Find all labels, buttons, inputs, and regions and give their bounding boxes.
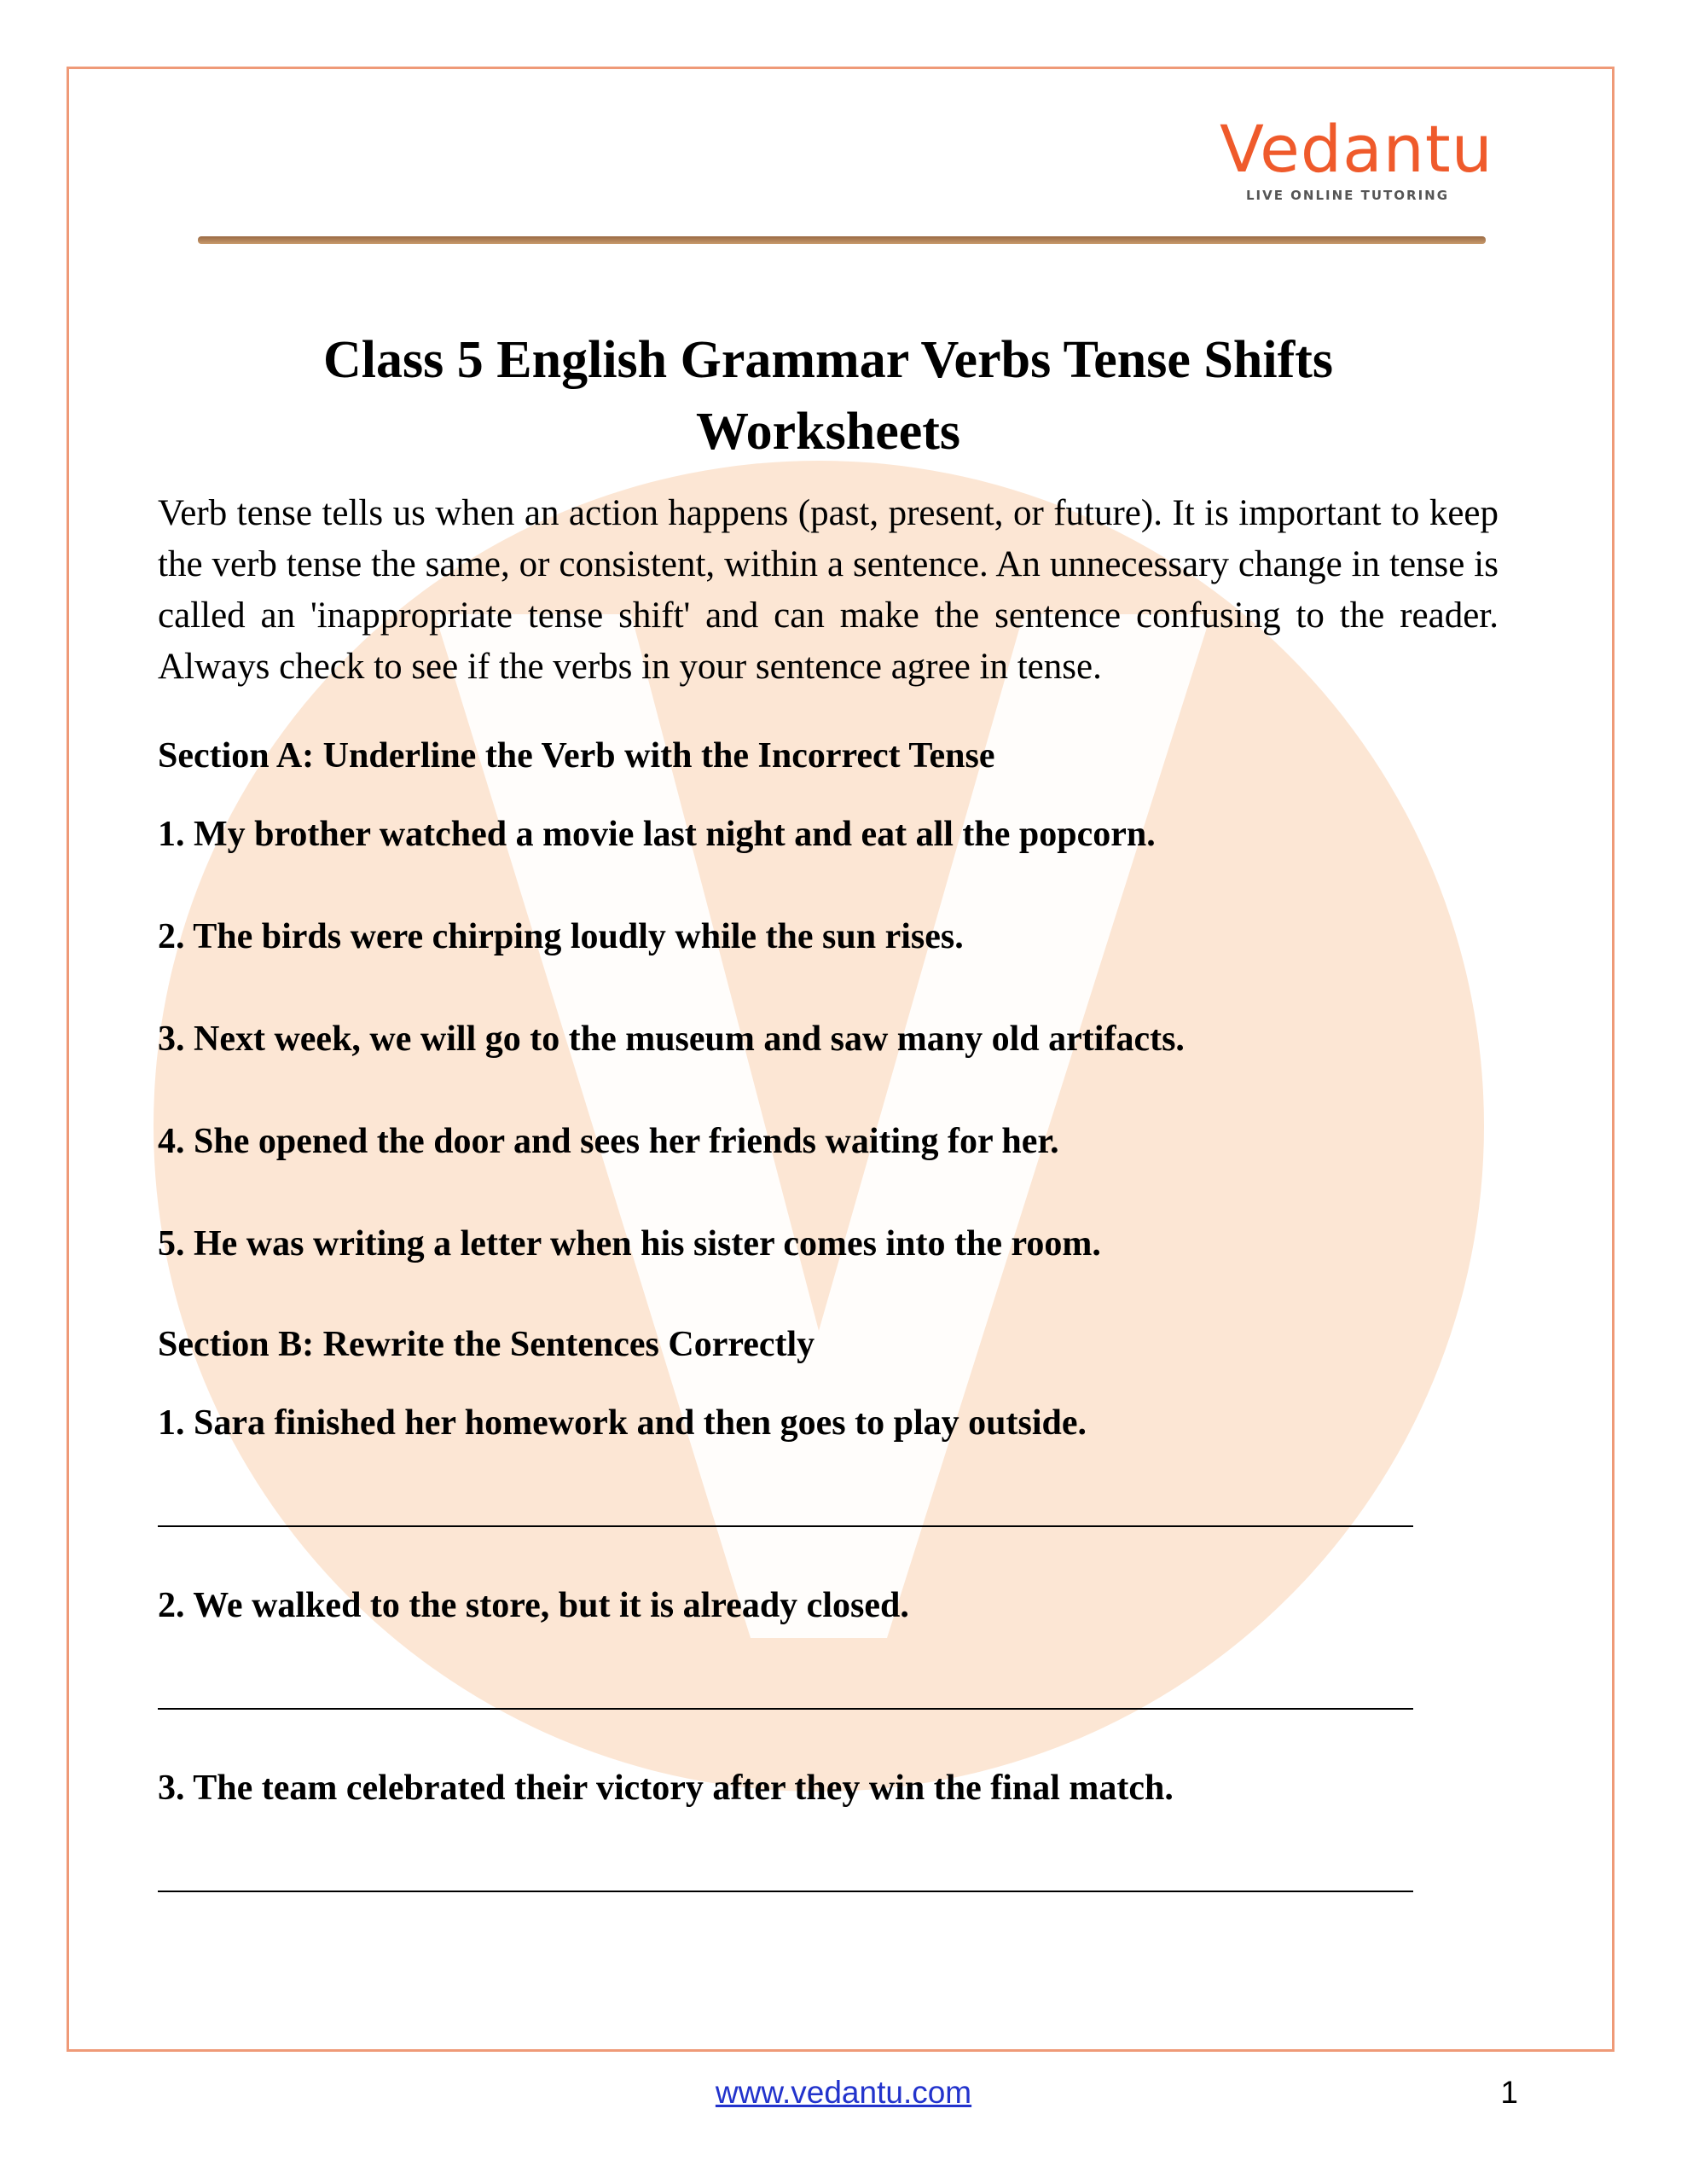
section-b-question-1: 1. Sara finished her homework and then goes to play outside. (158, 1403, 1087, 1443)
intro-paragraph: Verb tense tells us when an action happens (past, present, or future). It is important to keep the verb tense the same, or consistent, within a sentence. An unnecessary change in tense is called an 'inappropriate tense shift' and can make the sentence confusing to the reader. Always check to see if the verbs in your sentence agree in tense. (158, 493, 1499, 687)
footer-website-link[interactable]: www.vedantu.com (715, 2075, 972, 2110)
section-a-question-1: 1. My brother watched a movie last night and eat all the popcorn. (158, 815, 1156, 854)
section-b-heading: Section B: Rewrite the Sentences Correctly (158, 1325, 815, 1364)
section-a-heading: Section A: Underline the Verb with the Incorrect Tense (158, 736, 995, 775)
worksheet-content (158, 324, 1499, 1892)
section-a-question-5: 5. He was writing a letter when his sister comes into the room. (158, 1224, 1101, 1263)
section-a (158, 730, 1499, 1269)
logo-wordmark: Vedantu (1220, 111, 1493, 187)
section-a-question-2: 2. The birds were chirping loudly while the sun rises. (158, 917, 964, 956)
section-b-question-3: 3. The team celebrated their victory after they win the final match. (158, 1769, 1174, 1808)
logo-tagline: LIVE ONLINE TUTORING (1245, 188, 1450, 203)
title-line-1: Class 5 English Grammar Verbs Tense Shifts (323, 331, 1333, 389)
header-divider (198, 236, 1486, 244)
page-number: 1 (1500, 2075, 1518, 2110)
section-b-question-2: 2. We walked to the store, but it is already closed. (158, 1586, 909, 1625)
section-b (158, 1319, 1499, 1892)
answer-line-1[interactable] (158, 1525, 1413, 1527)
title-line-2: Worksheets (696, 403, 960, 461)
answer-line-2[interactable] (158, 1708, 1413, 1710)
answer-line-3[interactable] (158, 1891, 1413, 1892)
vedantu-logo (1220, 111, 1493, 213)
worksheet-title (158, 324, 1499, 468)
section-a-question-3: 3. Next week, we will go to the museum and saw many old artifacts. (158, 1019, 1185, 1059)
section-a-question-4: 4. She opened the door and sees her friends waiting for her. (158, 1122, 1059, 1161)
